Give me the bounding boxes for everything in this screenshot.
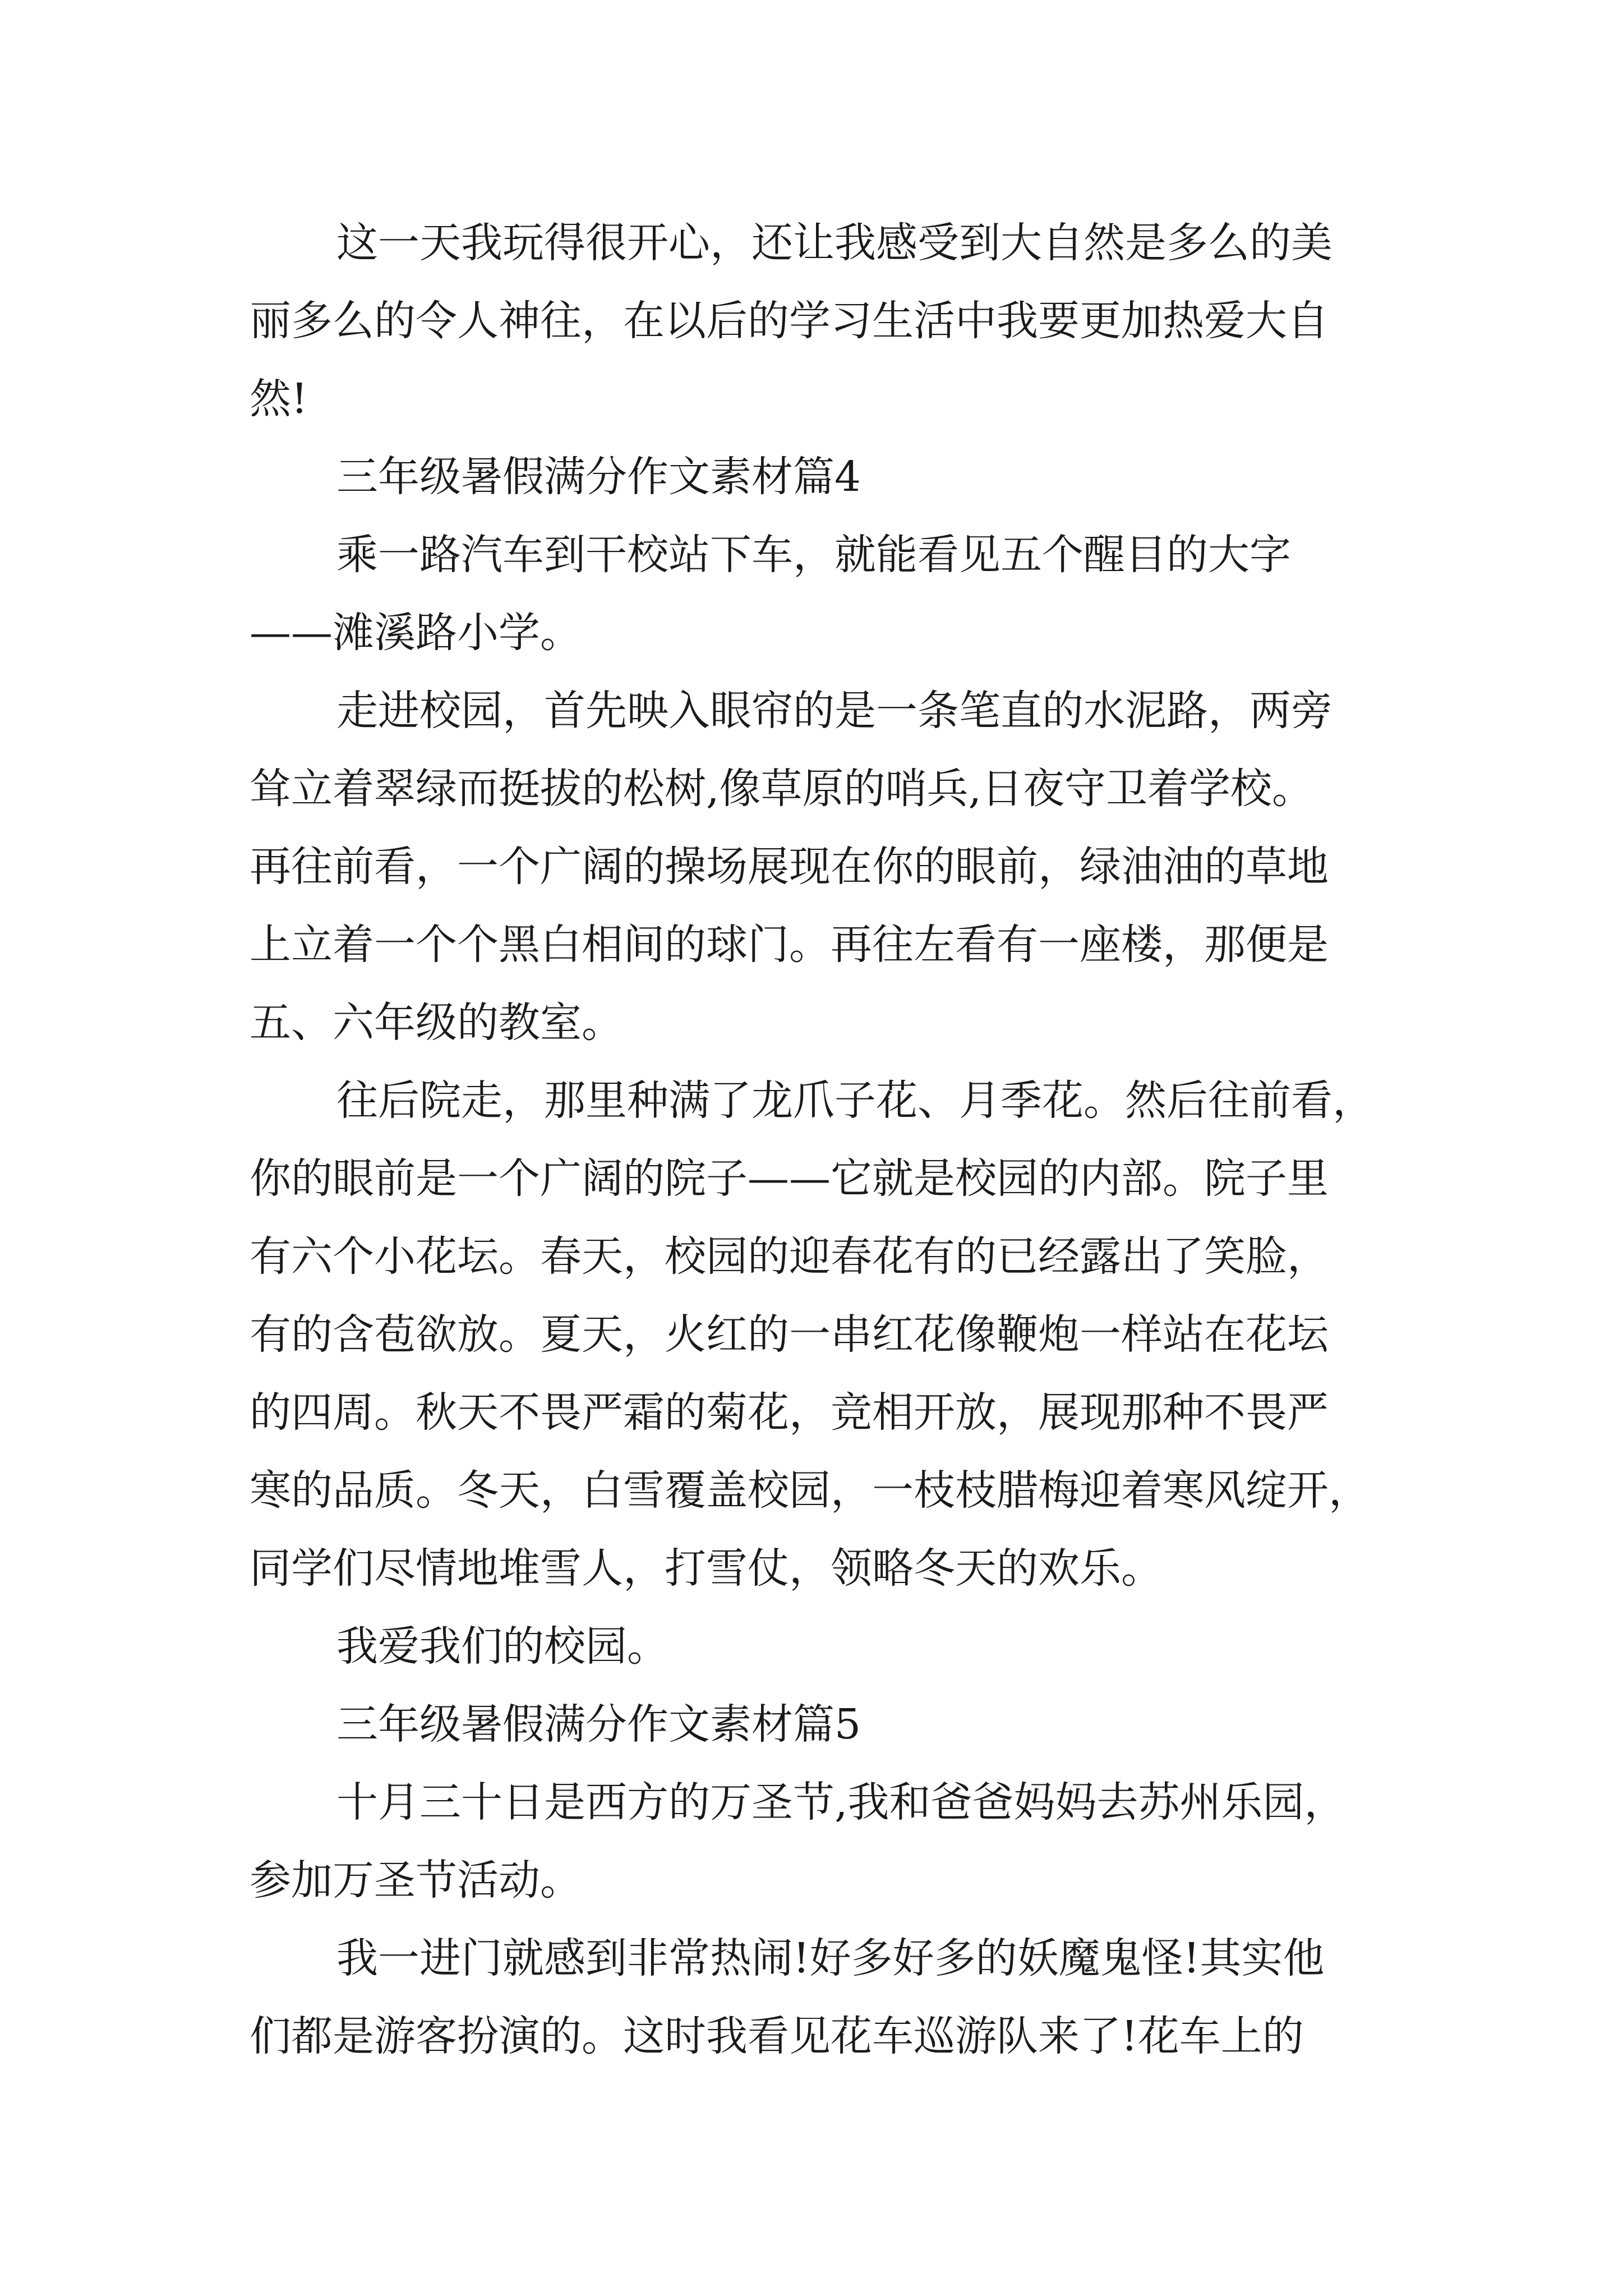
paragraph-line: 上立着一个个黑白相间的球门。再往左看有一座楼，那便是 — [250, 921, 1329, 969]
paragraph-line: 丽多么的令人神往，在以后的学习生活中我要更加热爱大自 — [250, 297, 1329, 345]
section-heading: 三年级暑假满分作文素材篇5 — [336, 1700, 861, 1749]
paragraph-line: 十月三十日是西方的万圣节,我和爸爸妈妈去苏州乐园， — [336, 1778, 1346, 1826]
paragraph-line: 同学们尽情地堆雪人，打雪仗，领略冬天的欢乐。 — [250, 1544, 1163, 1593]
paragraph-line: 往后院走，那里种满了龙爪子花、月季花。然后往前看， — [336, 1076, 1374, 1125]
paragraph-line: 你的眼前是一个广阔的院子——它就是校园的内部。院子里 — [250, 1154, 1329, 1203]
paragraph-line: 有六个小花坛。春天，校园的迎春花有的已经露出了笑脸， — [250, 1232, 1329, 1281]
paragraph-line: 这一天我玩得很开心，还让我感受到大自然是多么的美 — [336, 219, 1332, 267]
paragraph-line: 再往前看，一个广阔的操场展现在你的眼前，绿油油的草地 — [250, 843, 1329, 891]
section-heading: 三年级暑假满分作文素材篇4 — [336, 453, 861, 501]
paragraph-line: 走进校园，首先映入眼帘的是一条笔直的水泥路，两旁 — [336, 687, 1332, 735]
paragraph-line: 参加万圣节活动。 — [250, 1856, 582, 1904]
paragraph-line: 然! — [250, 375, 308, 423]
paragraph-line: ——滩溪路小学。 — [250, 609, 582, 657]
paragraph-line: 们都是游客扮演的。这时我看见花车巡游队来了!花车上的 — [250, 2012, 1304, 2060]
paragraph-line: 五、六年级的教室。 — [250, 999, 623, 1047]
paragraph-line: 我爱我们的校园。 — [336, 1622, 668, 1671]
paragraph-line: 耸立着翠绿而挺拔的松树,像草原的哨兵,日夜守卫着学校。 — [250, 765, 1314, 813]
paragraph-line: 寒的品质。冬天，白雪覆盖校园，一枝枝腊梅迎着寒风绽开， — [250, 1466, 1370, 1515]
paragraph-line: 我一进门就感到非常热闹!好多好多的妖魔鬼怪!其实他 — [336, 1934, 1325, 1982]
paragraph-line: 的四周。秋天不畏严霜的菊花，竞相开放，展现那种不畏严 — [250, 1388, 1329, 1437]
paragraph-line: 有的含苞欲放。夏天，火红的一串红花像鞭炮一样站在花坛 — [250, 1310, 1329, 1359]
paragraph-line: 乘一路汽车到干校站下车，就能看见五个醒目的大字 — [336, 531, 1291, 579]
